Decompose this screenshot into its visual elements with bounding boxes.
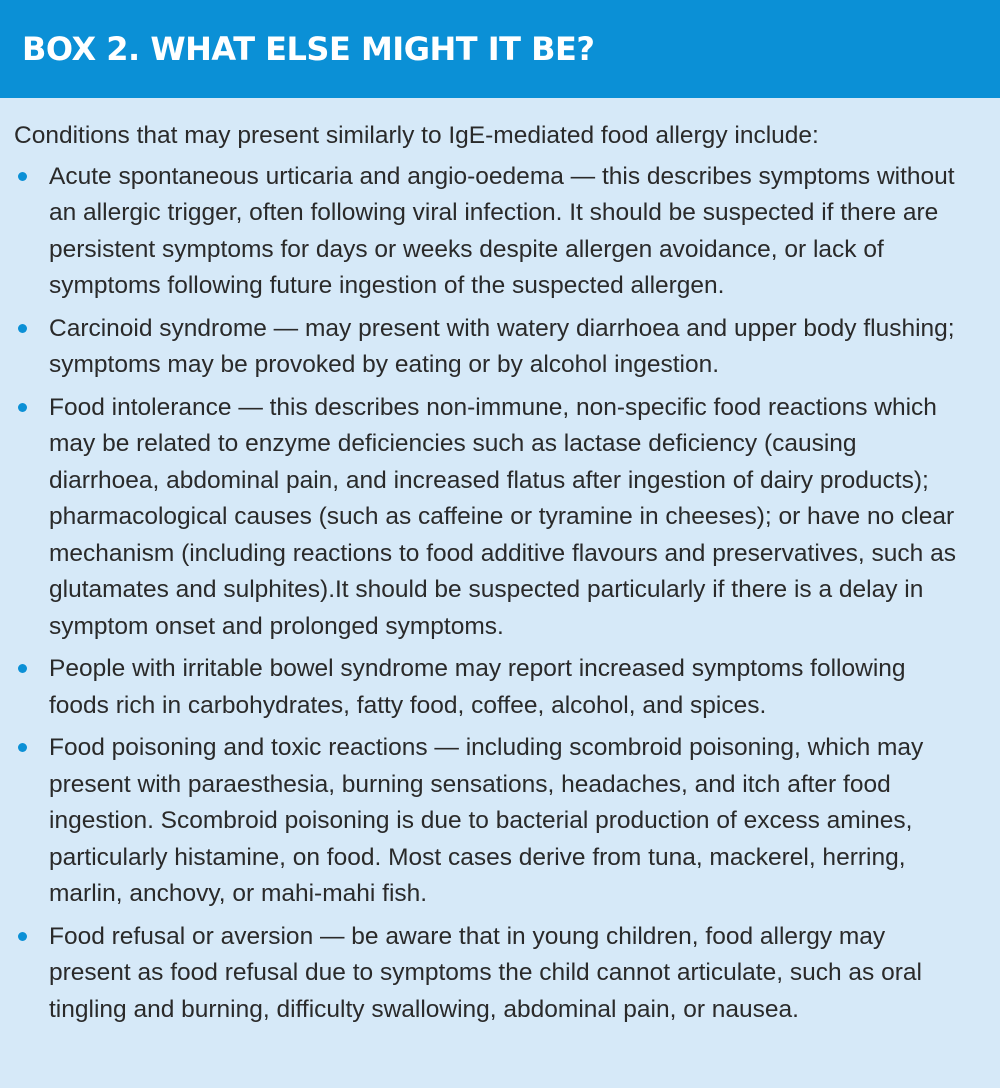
list-item-text: People with irritable bowel syndrome may report increased symptoms following foods rich in carbohydrates, fatty food, coffee, alcohol, and spices.	[49, 655, 906, 719]
list-item	[14, 390, 960, 646]
intro-text: Conditions that may present similarly to IgE-mediated food allergy include:	[14, 122, 819, 149]
bullet-icon	[18, 403, 27, 412]
bullet-icon	[18, 324, 27, 333]
list-item	[14, 730, 960, 913]
bullet-icon	[18, 743, 27, 752]
box-header	[0, 0, 1000, 98]
bullet-icon	[18, 664, 27, 673]
list-item	[14, 919, 960, 1029]
bullet-icon	[18, 932, 27, 941]
list-item-text: Food refusal or aversion — be aware that in young children, food allergy may present as food refusal due to symptoms the child cannot articulate, such as oral tingling and burning, difficulty swallowing, abdominal pain, or nausea.	[49, 922, 922, 1023]
list-item-text: Food poisoning and toxic reactions — including scombroid poisoning, which may present with paraesthesia, burning sensations, headaches, and itch after food ingestion. Scombroid poisoning is due to bacterial production of excess amines, particularly histamine, on food. Most cases derive from tuna, mackerel, herring, marlin, anchovy, or mahi-mahi fish.	[49, 734, 924, 907]
conditions-list	[14, 159, 960, 1029]
list-item	[14, 159, 960, 305]
list-item-text: Carcinoid syndrome — may present with watery diarrhoea and upper body flushing; symptoms may be provoked by eating or by alcohol ingestion.	[49, 314, 955, 378]
box-title: BOX 2. WHAT ELSE MIGHT IT BE?	[22, 30, 595, 68]
bullet-icon	[18, 172, 27, 181]
list-item	[14, 311, 960, 384]
list-item	[14, 651, 960, 724]
list-item-text: Food intolerance — this describes non-immune, non-specific food reactions which may be related to enzyme deficiencies such as lactase deficiency (causing diarrhoea, abdominal pain, and increased flatus after ingestion of dairy products); pharmacological causes (such as caffeine or tyramine in cheeses); or have no clear mechanism (including reactions to food additive flavours and preservatives, such as glutamates and sulphites).It should be suspected particularly if there is a delay in symptom onset and prolonged symptoms.	[49, 393, 956, 640]
box-body	[0, 98, 1000, 1028]
list-item-text: Acute spontaneous urticaria and angio-oedema — this describes symptoms without an allergic trigger, often following viral infection. It should be suspected if there are persistent symptoms for days or weeks despite allergen avoidance, or lack of symptoms following future ingestion of the suspected allergen.	[49, 162, 955, 299]
